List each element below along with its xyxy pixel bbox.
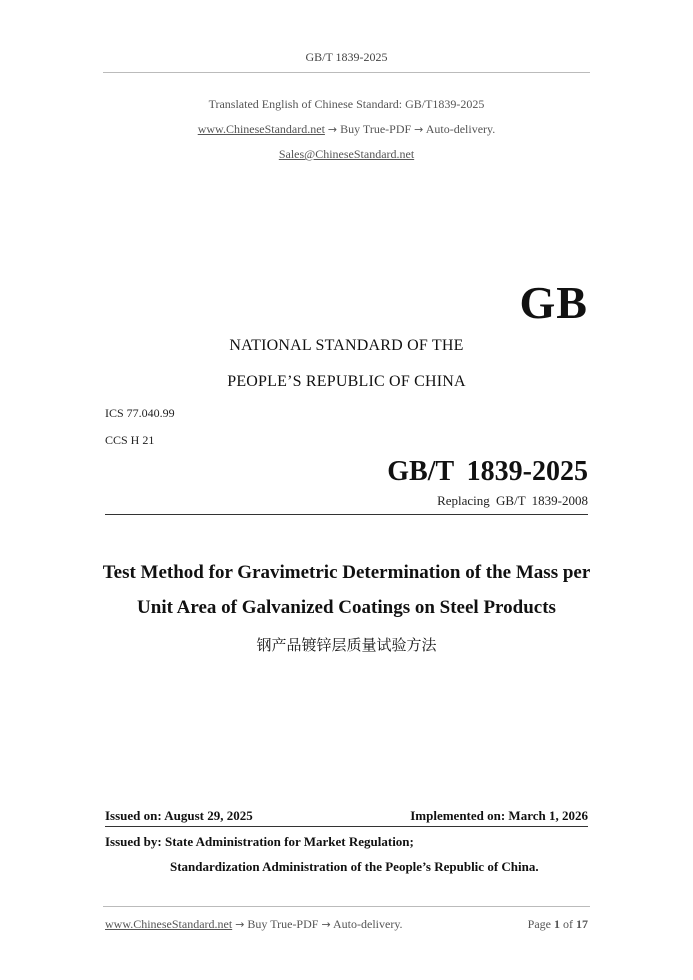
sales-email-link[interactable]: Sales@ChineseStandard.net bbox=[278, 147, 415, 161]
page-current: 1 bbox=[554, 917, 560, 931]
arrow-right-icon: → bbox=[235, 918, 245, 931]
purchase-line bbox=[0, 122, 693, 137]
dates-divider bbox=[105, 826, 588, 827]
footer-divider bbox=[103, 906, 590, 907]
arrow-right-icon: → bbox=[321, 918, 331, 931]
email-line bbox=[0, 147, 693, 162]
running-header: GB/T 1839-2025 bbox=[305, 50, 388, 64]
footer-delivery-text: Auto-delivery. bbox=[333, 917, 403, 931]
title-line-2: Unit Area of Galvanized Coatings on Steel Products bbox=[137, 597, 556, 618]
gb-logo: GB bbox=[519, 277, 588, 328]
implemented-date: Implemented on: March 1, 2026 bbox=[410, 808, 588, 823]
header-divider bbox=[103, 72, 590, 73]
arrow-right-icon: → bbox=[414, 123, 424, 136]
title-line-1: Test Method for Gravimetric Determination of the Mass per bbox=[102, 562, 591, 583]
footer-site-link[interactable]: www.ChineseStandard.net bbox=[105, 917, 233, 931]
issued-date: Issued on: August 29, 2025 bbox=[105, 808, 253, 823]
issuer-line-1: Issued by: State Administration for Market Regulation; bbox=[105, 834, 414, 849]
translation-notice: Translated English of Chinese Standard: GB/T1839-2025 bbox=[208, 97, 485, 111]
footer-purchase-line bbox=[105, 917, 403, 932]
page-of: of bbox=[563, 917, 573, 931]
standard-divider bbox=[105, 514, 588, 515]
page-label: Page bbox=[527, 917, 551, 931]
site-link[interactable]: www.ChineseStandard.net bbox=[197, 122, 325, 136]
page-indicator bbox=[528, 917, 588, 932]
footer-buy-text: Buy True-PDF bbox=[247, 917, 319, 931]
chinese-title: 钢产品镀锌层质量试验方法 bbox=[256, 636, 437, 654]
standard-number: GB/T 1839-2025 bbox=[387, 456, 588, 487]
replacing-standard: Replacing GB/T 1839-2008 bbox=[437, 493, 588, 508]
ics-code: ICS 77.040.99 bbox=[105, 406, 175, 420]
page-total: 17 bbox=[576, 917, 588, 931]
ccs-code: CCS H 21 bbox=[105, 433, 155, 447]
buy-text: Buy True-PDF bbox=[340, 122, 412, 136]
issuer-line-2: Standardization Administration of the People’s Republic of China. bbox=[170, 859, 539, 874]
delivery-text: Auto-delivery. bbox=[425, 122, 496, 136]
national-line-2: PEOPLE’S REPUBLIC OF CHINA bbox=[227, 373, 466, 390]
national-line-1: NATIONAL STANDARD OF THE bbox=[229, 337, 464, 354]
arrow-right-icon: → bbox=[327, 123, 338, 136]
